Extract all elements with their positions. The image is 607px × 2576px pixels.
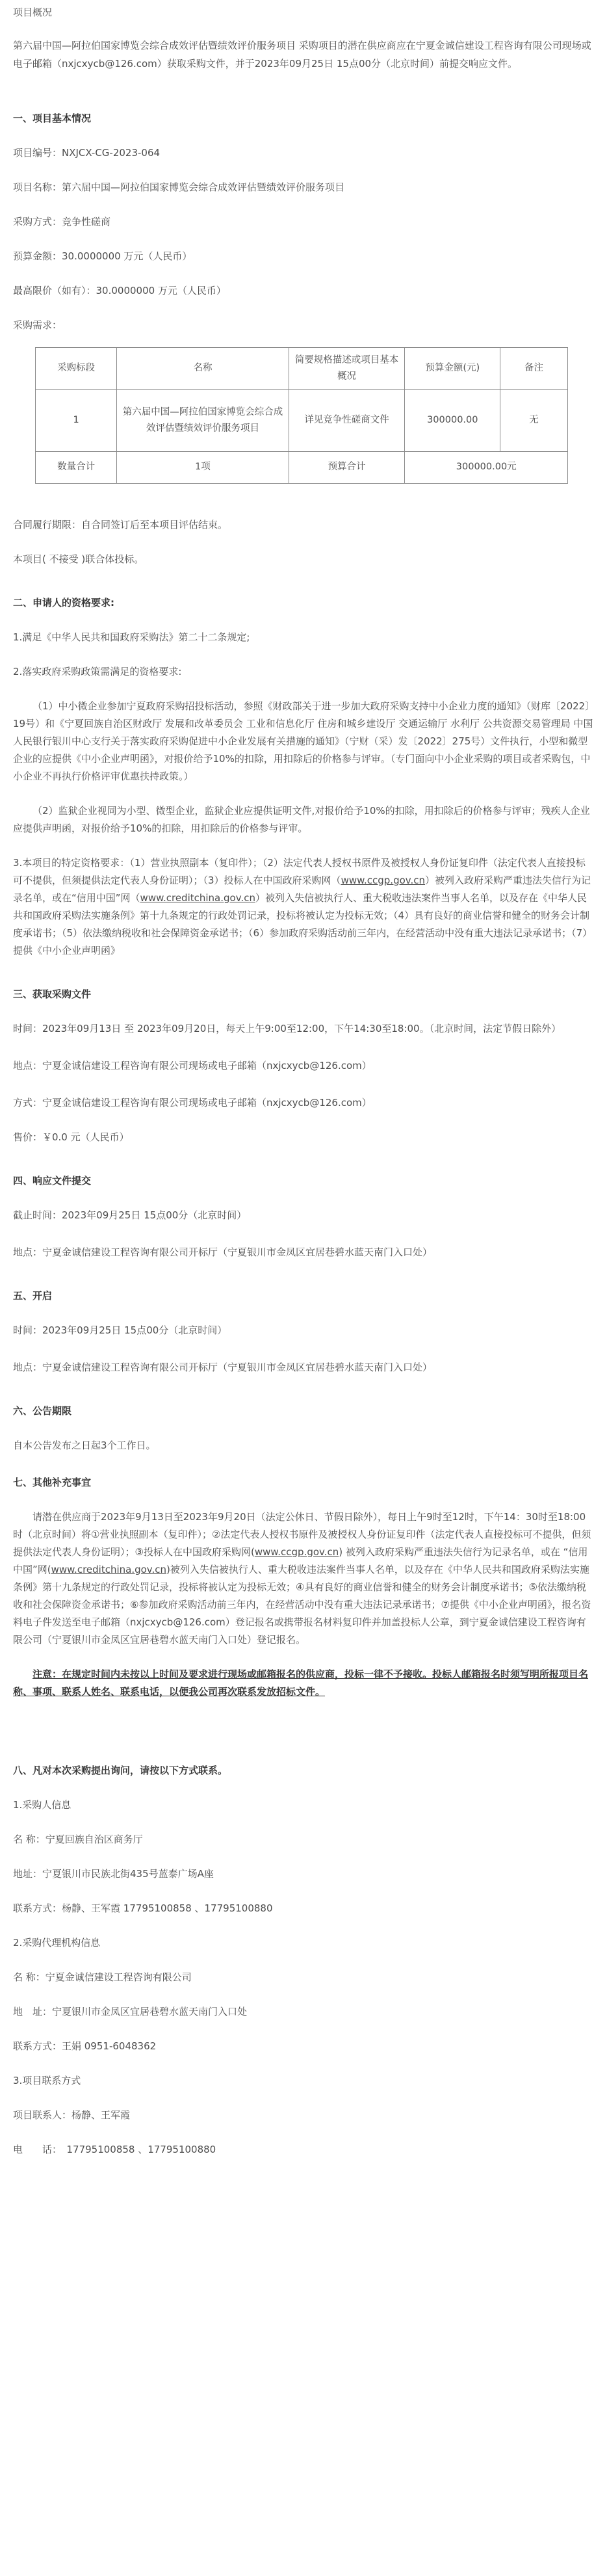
project-contact-person: 项目联系人：杨静、王军霞 bbox=[13, 2109, 131, 2121]
obtain-way: 方式：宁夏金诚信建设工程咨询有限公司现场或电子邮箱（nxjcxycb@126.com） bbox=[13, 1096, 372, 1109]
opening-time: 时间：2023年09月25日 15点00分（北京时间） bbox=[13, 1324, 227, 1336]
overview-title: 项目概况 bbox=[13, 7, 53, 18]
overview-body: 第六届中国—阿拉伯国家博览会综合成效评估暨绩效评价服务项目 采购项目的潜在供应商应在宁夏金诚信建设工程咨询有限公司现场或电子邮箱（nxjcxycb@126.com）获取采购文件，并于2023年09月25日 15点00分（北京时间）前提交响应文件。 bbox=[13, 40, 591, 70]
announcement-period: 自本公告发布之日起3个工作日。 bbox=[13, 1439, 156, 1451]
section5-heading: 五、开启 bbox=[13, 1289, 53, 1302]
document-price: 售价：￥0.0 元（人民币） bbox=[13, 1131, 129, 1143]
requirement-3-text-c: ）被列入失信被执行人、重大税收违法案件当事人名单，以及存在《中华人民共和国政府采购法实施条例》第十九条规定的行政处罚记录，投标将被认定为投标无效；（4）具有良好的商业信誉和健全的财务会计制度承诺书；（5）依法缴纳税收和社会保障资金承诺书；（6）参加政府采购活动前三年内，在经营活动中没有重大违法记录承诺书；（7）提供《中小企业声明函》 bbox=[13, 891, 593, 956]
max-price: 最高限价（如有）：30.0000000 万元（人民币） bbox=[13, 284, 226, 296]
header-budget: 预算金额(元) bbox=[405, 347, 500, 389]
creditchina-link[interactable]: www.creditchina.gov.cn bbox=[140, 891, 255, 904]
table-total-row bbox=[36, 451, 568, 483]
total-budget-label: 预算合计 bbox=[289, 451, 405, 483]
section6-heading: 六、公告期限 bbox=[13, 1404, 72, 1417]
section4-heading: 四、响应文件提交 bbox=[13, 1174, 92, 1187]
agency-name: 名 称：宁夏金诚信建设工程咨询有限公司 bbox=[13, 1971, 192, 1983]
supplement-notice: 注意：在规定时间内未按以上时间及要求进行现场或邮箱报名的供应商，投标一律不予接收。投标人邮箱报名时须写明所报项目名称、事项、联系人姓名、联系电话，以便我公司再次联系发放招标文件。 bbox=[13, 1668, 589, 1698]
procurement-method: 采购方式：竞争性磋商 bbox=[13, 215, 111, 228]
supplement-text-c: )被列入失信被执行人、重大税收违法案件当事人名单，以及存在《中华人民共和国政府采购法实施条例》第十九条规定的行政处罚记录，投标将被认定为投标无效；④具有良好的商业信誉和健全的财务会计制度承诺书；⑤依法缴纳税收和社会保障资金承诺书；⑥参加政府采购活动前三年内，在经营活动中没有重大违法记录承诺书；⑦提供《中小企业声明函》，报名资料电子件发送至电子邮箱（nxjcxycb@126.com）登记报名或携带报名材料复印件并加盖投标人公章，到宁夏金诚信建设工程咨询有限公司（宁夏银川市金凤区宜居巷碧水蓝天南门入口处）登记报名。 bbox=[13, 1563, 591, 1646]
ccgp-link[interactable]: www.ccgp.gov.cn bbox=[341, 874, 425, 886]
header-name: 名称 bbox=[117, 347, 289, 389]
opening-place: 地点：宁夏金诚信建设工程咨询有限公司开标厅（宁夏银川市金凤区宜居巷碧水蓝天南门入口处） bbox=[13, 1361, 433, 1373]
cell-name: 第六届中国—阿拉伯国家博览会综合成效评估暨绩效评价服务项目 bbox=[117, 389, 289, 451]
spacer bbox=[13, 1701, 594, 1736]
cell-budget: 300000.00 bbox=[405, 389, 500, 451]
section8-heading: 八、凡对本次采购提出询问，请按以下方式联系。 bbox=[13, 1764, 228, 1776]
contract-period: 合同履行期限：自合同签订后至本项目评估结束。 bbox=[13, 518, 228, 531]
header-remark: 备注 bbox=[500, 347, 568, 389]
project-name: 项目名称：第六届中国—阿拉伯国家博览会综合成效评估暨绩效评价服务项目 bbox=[13, 181, 345, 193]
agency-address: 地 址：宁夏银川市金凤区宜居巷碧水蓝天南门入口处 bbox=[13, 2005, 248, 2017]
section7-heading: 七、其他补充事宜 bbox=[13, 1476, 92, 1488]
buyer-address: 地址：宁夏银川市民族北街435号蓝泰广场A座 bbox=[13, 1867, 214, 1880]
header-lot: 采购标段 bbox=[36, 347, 117, 389]
requirement-2-paragraph-2: （2）监狱企业视同为小型、微型企业，监狱企业应提供证明文件,对报价给予10%的扣除，用扣除后的价格参与评审；残疾人企业应提供声明函，对报价给予10%的扣除，用扣除后的价格参与评审。 bbox=[13, 804, 590, 834]
agency-contact: 联系方式：王娟 0951-6048362 bbox=[13, 2040, 157, 2052]
header-description: 简要规格描述或项目基本概况 bbox=[289, 347, 405, 389]
submission-place: 地点：宁夏金诚信建设工程咨询有限公司开标厅（宁夏银川市金凤区宜居巷碧水蓝天南门入口处） bbox=[13, 1246, 433, 1258]
ccgp-link-2[interactable]: www.ccgp.gov.cn bbox=[254, 1545, 339, 1558]
table-header-row bbox=[36, 347, 568, 389]
budget-amount: 预算金额：30.0000000 万元（人民币） bbox=[13, 250, 192, 262]
agency-title: 2.采购代理机构信息 bbox=[13, 1936, 101, 1949]
supplement-paragraph bbox=[13, 1508, 594, 1649]
project-number: 项目编号：NXJCX-CG-2023-064 bbox=[13, 146, 161, 159]
buyer-contact: 联系方式：杨静、王军霞 17795100858 、17795100880 bbox=[13, 1902, 273, 1914]
supplement-text-a: 请潜在供应商于2023年9月13日至2023年9月20日（法定公休日、节假日除外），每日上午9时至12时，下午14：30时至18:00时（北京时间）将①营业执照副本（复印件）；②法定代表人授权书原件及被授权人身份证复印件（法定代表人直接投标可不提供，但须提供法定代表人身份证明）；③投标人在中国政府采购网( bbox=[13, 1510, 591, 1558]
section2-heading: 二、申请人的资格要求: bbox=[13, 596, 114, 609]
section1-heading: 一、项目基本情况 bbox=[13, 112, 92, 124]
requirement-2: 2.落实政府采购政策需满足的资格要求: bbox=[13, 665, 182, 677]
cell-description: 详见竞争性磋商文件 bbox=[289, 389, 405, 451]
total-qty-value: 1项 bbox=[117, 451, 289, 483]
table-row bbox=[36, 389, 568, 451]
submission-deadline: 截止时间：2023年09月25日 15点00分（北京时间） bbox=[13, 1209, 247, 1221]
cell-lot: 1 bbox=[36, 389, 117, 451]
requirement-2-paragraph-1: （1）中小微企业参加宁夏政府采购招投标活动，参照《财政部关于进一步加大政府采购支持中小企业力度的通知》（财库〔2022〕19号）和《宁夏回族自治区财政厅 发展和改革委员会 工业和信息化厅 住房和城乡建设厅 交通运输厅 水利厅 公共资源交易管理局 中国人民银行银川中心支行关于落实政府采购促进中小企业发展有关措施的通知》（宁财（采）发〔2022〕275号）文件执行，小型和微型企业的应提供《中小企业声明函》，对报价给予10%的扣除，用扣除后的价格参与评审。（专门面向中小企业采购的项目或者采购包，中小企业不再执行价格评审优惠扶持政策。） bbox=[13, 700, 593, 782]
consortium-statement: 本项目( 不接受 )联合体投标。 bbox=[13, 553, 144, 565]
requirement-1: 1.满足《中华人民共和国政府采购法》第二十二条规定; bbox=[13, 631, 250, 643]
buyer-name: 名 称：宁夏回族自治区商务厅 bbox=[13, 1833, 143, 1845]
demand-label: 采购需求： bbox=[13, 319, 62, 331]
requirement-3 bbox=[13, 854, 594, 960]
total-qty-label: 数量合计 bbox=[36, 451, 117, 483]
total-budget-value: 300000.00元 bbox=[405, 451, 568, 483]
creditchina-link-2[interactable]: www.creditchina.gov.cn bbox=[51, 1563, 167, 1575]
section3-heading: 三、获取采购文件 bbox=[13, 988, 92, 1000]
requirement-3-text-a: 3.本项目的特定资格要求：（1）营业执照副本（复印件）；（2）法定代表人授权书原件及被授权人身份证复印件（法定代表人直接投标可不提供，但须提供法定代表人身份证明）；（3）投标人在中国政府采购网（ bbox=[13, 856, 586, 886]
cell-remark: 无 bbox=[500, 389, 568, 451]
requirements-table bbox=[35, 347, 568, 484]
obtain-place: 地点：宁夏金诚信建设工程咨询有限公司现场或电子邮箱（nxjcxycb@126.com） bbox=[13, 1059, 372, 1071]
buyer-title: 1.采购人信息 bbox=[13, 1798, 71, 1811]
project-phone: 电 话： 17795100858 、17795100880 bbox=[13, 2143, 216, 2155]
requirement-3-text-b: ）被列入政府采购严重违法失信行为记录名单，或在“信用中国”网（ bbox=[13, 874, 591, 904]
supplement-text-b: ) 被列入政府采购严重违法失信行为记录名单，或在 “信用中国”网( bbox=[13, 1545, 588, 1575]
project-contact-title: 3.项目联系方式 bbox=[13, 2074, 81, 2086]
obtain-time: 时间：2023年09月13日 至 2023年09月20日，每天上午9:00至12:00，下午14:30至18:00。（北京时间，法定节假日除外） bbox=[13, 1022, 562, 1034]
